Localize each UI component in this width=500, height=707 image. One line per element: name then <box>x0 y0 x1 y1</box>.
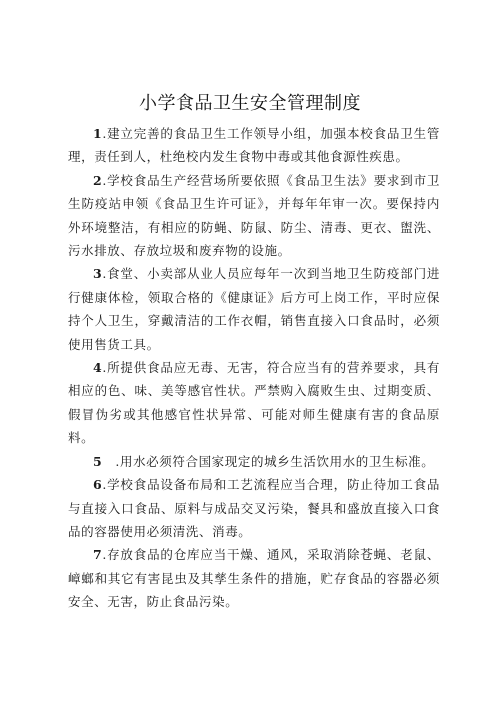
paragraph-text: .学校食品生产经营场所要依照《食品卫生法》要求到市卫生防疫站申领《食品卫生许可证》，并每年年审一次。要保持内外环境整洁，有相应的防蝇、防鼠、防尘、清毒、更衣、盥洗、污水排放、存放垃圾和废弃物的设施。 <box>68 172 440 259</box>
paragraph-number: 4 <box>93 360 103 376</box>
paragraph-number: 6 <box>93 477 103 493</box>
paragraph-number: 2 <box>93 172 103 188</box>
paragraph-1 <box>68 122 440 169</box>
paragraph-text: .建立完善的食品卫生工作领导小组，加强本校食品卫生管理，责任到人，杜绝校内发生食物中毒或其他食源性疾患。 <box>68 126 440 165</box>
paragraph-text: .学校食品设备布局和工艺流程应当合理，防止待加工食品与直接入口食品、原料与成品交叉污染，餐具和盛放直接入口食品的容器使用必须清洗、消毒。 <box>68 477 440 539</box>
paragraph-4 <box>68 356 440 450</box>
paragraph-text: .用水必须符合国家现定的城乡生活饮用水的卫生标准。 <box>102 453 435 469</box>
paragraph-6 <box>68 473 440 543</box>
paragraph-text: .存放食品的仓库应当干燥、通风，采取消除苍蝇、老鼠、嶂螂和其它有害昆虫及其孳生条件的措施，贮存食品的容器必须安全、无害，防止食品污染。 <box>68 547 440 610</box>
document-title: 小学食品卫生安全管理制度 <box>139 93 361 114</box>
paragraph-7 <box>68 543 440 613</box>
paragraph-3 <box>68 262 440 356</box>
paragraph-2 <box>68 169 440 263</box>
paragraph-5 <box>68 450 440 473</box>
paragraph-number: 7 <box>93 547 103 563</box>
paragraph-text: .所提供食品应无毒、无害，符合应当有的营养要求，具有相应的色、味、美等感官性状。严禁购入腐败生虫、过期变质、假冒伪劣或其他感官性状异常、可能对师生健康有害的食品原料。 <box>68 360 440 446</box>
paragraph-text: .食堂、小卖部从业人员应每年一次到当地卫生防疫部门进行健康体检，领取合格的《健康证》后方可上岗工作，平时应保持个人卫生，穿戴清洁的工作衣帽，销售直接入口食品时，必须使用售货工具。 <box>68 266 440 352</box>
document-body <box>68 122 440 614</box>
paragraph-number: 5 <box>93 453 103 469</box>
paragraph-number: 1 <box>93 126 103 141</box>
paragraph-number: 3 <box>93 266 103 282</box>
